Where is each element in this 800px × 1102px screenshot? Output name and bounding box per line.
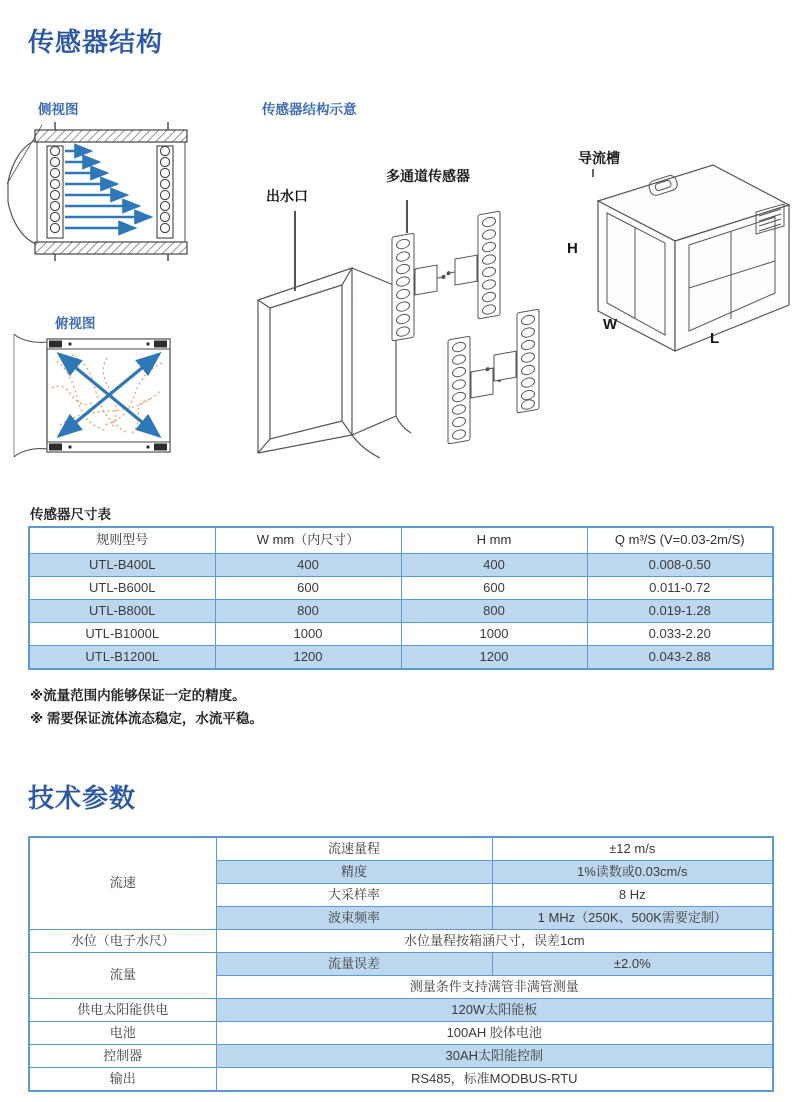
sensor-bar <box>392 228 445 341</box>
group-cell-flow: 流量 <box>29 953 216 999</box>
top-view-diagram <box>12 333 182 461</box>
dimension-table-title: 传感器尺寸表 <box>30 507 111 522</box>
cell: 波束频率 <box>216 907 492 930</box>
cell: 600 <box>215 577 401 600</box>
sensor-dimension-table <box>28 526 774 670</box>
cell: 1200 <box>401 646 587 670</box>
note-accuracy: ※流量范围内能够保证一定的精度。 <box>30 688 246 703</box>
cell: 1200 <box>215 646 401 670</box>
outlet-label: 出水口 <box>266 188 308 204</box>
cell: 800 <box>401 600 587 623</box>
cell: 0.043-2.88 <box>587 646 773 670</box>
cell: 水位量程按箱涵尺寸，误差1cm <box>216 930 773 953</box>
table-row <box>29 577 773 600</box>
cell: UTL-B600L <box>29 577 215 600</box>
table-row <box>29 1022 773 1045</box>
col-header: Q m³/S (V=0.03-2m/S) <box>587 527 773 554</box>
cell: 30AH太阳能控制 <box>216 1045 773 1068</box>
table-row <box>29 623 773 646</box>
sensor-bar <box>448 331 501 444</box>
bell-mouth-top <box>14 334 48 457</box>
left-transducer-strip <box>47 146 63 238</box>
guide-box-wireframe <box>598 165 789 351</box>
sensor-bar <box>486 309 539 418</box>
cell: 流量误差 <box>216 953 492 976</box>
cell: UTL-B800L <box>29 600 215 623</box>
cell-controller: 控制器 <box>29 1045 216 1068</box>
table-row <box>29 646 773 670</box>
cell: RS485，标准MODBUS-RTU <box>216 1068 773 1092</box>
top-view-label: 俯视图 <box>55 316 96 331</box>
table-row <box>29 953 773 976</box>
col-header: H mm <box>401 527 587 554</box>
page-title-technical-params: 技术参数 <box>28 783 137 813</box>
cell: 800 <box>215 600 401 623</box>
technical-parameters-table <box>28 836 774 1092</box>
cell: 1000 <box>215 623 401 646</box>
sensor-bar <box>447 211 500 324</box>
cell-battery: 电池 <box>29 1022 216 1045</box>
cell: 大采样率 <box>216 884 492 907</box>
cell-output: 输出 <box>29 1068 216 1092</box>
cell: UTL-B400L <box>29 554 215 577</box>
cell: UTL-B1200L <box>29 646 215 670</box>
schematic-label: 传感器结构示意 <box>262 102 357 117</box>
page-title-sensor-structure: 传感器结构 <box>28 27 164 57</box>
dimension-h-label: H <box>567 240 578 257</box>
group-cell-velocity: 流速 <box>29 837 216 930</box>
cell: 400 <box>401 554 587 577</box>
cell: 0.033-2.20 <box>587 623 773 646</box>
structure-schematic-diagram <box>250 165 565 465</box>
cell: 测量条件支持满管非满管测量 <box>216 976 773 999</box>
cell: UTL-B1000L <box>29 623 215 646</box>
cell: 600 <box>401 577 587 600</box>
cell: 400 <box>215 554 401 577</box>
cell: 8 Hz <box>492 884 773 907</box>
cell-water-level: 水位（电子水尺） <box>29 930 216 953</box>
table-row <box>29 554 773 577</box>
guide-channel-diagram <box>563 143 800 371</box>
side-view-diagram <box>5 122 195 267</box>
col-header: W mm（内尺寸） <box>215 527 401 554</box>
note-flow-stability: ※ 需要保证流体流态稳定，水流平稳。 <box>30 711 263 726</box>
multichannel-sensor-label: 多通道传感器 <box>386 168 470 184</box>
right-transducer-strip <box>157 146 173 238</box>
table-row <box>29 999 773 1022</box>
cell: 0.011-0.72 <box>587 577 773 600</box>
outlet-frame <box>258 268 411 458</box>
table-row <box>29 600 773 623</box>
table-row <box>29 1068 773 1092</box>
table-row <box>29 837 773 861</box>
cell: 1000 <box>401 623 587 646</box>
cell: ±12 m/s <box>492 837 773 861</box>
cell: 100AH 胶体电池 <box>216 1022 773 1045</box>
cell: ±2.0% <box>492 953 773 976</box>
cell-power: 供电太阳能供电 <box>29 999 216 1022</box>
col-header: 规则型号 <box>29 527 215 554</box>
table-header-row <box>29 527 773 554</box>
cell: 1 MHz（250K、500K需要定制） <box>492 907 773 930</box>
cell: 精度 <box>216 861 492 884</box>
dimension-l-label: L <box>710 330 720 347</box>
cell: 120W太阳能板 <box>216 999 773 1022</box>
cell: 0.008-0.50 <box>587 554 773 577</box>
table-row <box>29 1045 773 1068</box>
cell: 1%读数或0.03cm/s <box>492 861 773 884</box>
guide-channel-label: 导流槽 <box>578 150 620 166</box>
table-row <box>29 930 773 953</box>
side-view-label: 侧视图 <box>38 102 79 117</box>
flow-profile-arrows <box>65 151 151 228</box>
cell: 0.019-1.28 <box>587 600 773 623</box>
cell: 流速量程 <box>216 837 492 861</box>
dimension-w-label: W <box>603 316 618 333</box>
